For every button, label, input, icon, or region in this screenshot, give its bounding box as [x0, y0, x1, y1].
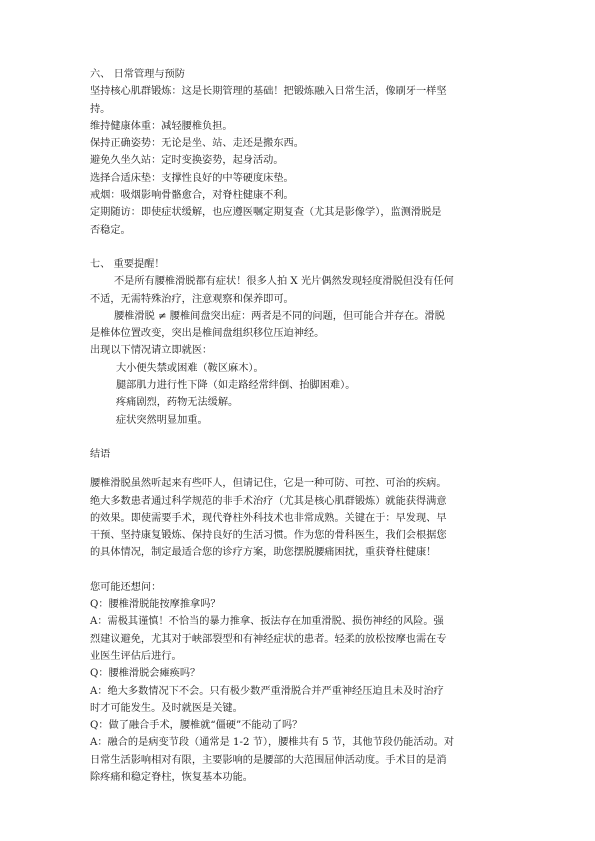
section-6-line: 戒烟：吸烟影响骨骼愈合，对脊柱健康不利。 [90, 190, 294, 202]
section-6-line: 维持健康体重：减轻腰椎负担。 [90, 120, 233, 132]
faq-line: A：融合的是病变节段（通常是 1-2 节），腰椎共有 5 节，其他节段仍能活动。对 [90, 737, 455, 749]
conclusion-line: 的具体情况，制定最适合您的诊疗方案，助您摆脱腰痛困扰，重获脊柱健康！ [90, 547, 437, 559]
visit-list-item: 腿部肌力进行性下降（如走路经常绊倒、抬脚困难）。 [116, 380, 356, 392]
reminder-paragraph-line: 不是所有腰椎滑脱都有症状！很多人拍 X 光片偶然发现轻度滑脱但没有任何 [114, 276, 454, 288]
section-6-line: 避免久坐久站：定时变换姿势，起身活动。 [90, 155, 284, 167]
faq-line: 烈建议避免，尤其对于峡部裂型和有神经症状的患者。轻柔的放松按摩也需在专 [90, 633, 447, 645]
visit-list-item: 大小便失禁或困难（鞍区麻木）。 [116, 362, 264, 374]
faq-line: Q：做了融合手术，腰椎就“僵硬”不能动了吗？ [90, 720, 303, 732]
section-6-line: 选择合适床垫：支撑性良好的中等硬度床垫。 [90, 172, 294, 184]
faq-line: 除疼痛和稳定脊柱，恢复基本功能。 [90, 771, 253, 783]
faq-line: Q：腰椎滑脱能按摩推拿吗？ [90, 599, 221, 611]
faq-line: 日常生活影响相对有限，主要影响的是腰部的大范围屈伸活动度。手术目的是消 [90, 754, 447, 766]
section-6-line: 坚持核心肌群锻炼：这是长期管理的基础！把锻炼融入日常生活，像刷牙一样坚 [90, 86, 447, 98]
faq-line: 时才可能发生。及时就医是关键。 [90, 702, 243, 714]
conclusion-line: 腰椎滑脱虽然听起来有些吓人，但请记住，它是一种可防、可控、可治的疾病。 [90, 478, 447, 490]
reminder-paragraph-line: 是椎体位置改变，突出是椎间盘组织移位压迫神经。 [90, 328, 325, 340]
section-6-line: 否稳定。 [90, 224, 131, 236]
section-6-line: 持。 [90, 103, 111, 115]
faq-line: Q：腰椎滑脱会瘫痪吗？ [90, 668, 201, 680]
section-7-heading: 七、 重要提醒！ [90, 258, 165, 270]
reminder-paragraph-line: 不适，无需特殊治疗，注意观察和保养即可。 [90, 293, 294, 305]
faq-intro: 您可能还想问： [90, 581, 162, 593]
section-6-line: 定期随访：即使症状缓解，也应遵医嘱定期复查（尤其是影像学），监测滑脱是 [90, 207, 442, 219]
section-6-line: 保持正确姿势：无论是坐、站、走还是搬东西。 [90, 138, 304, 150]
reminder-paragraph-line: 腰椎滑脱 ≠ 腰椎间盘突出症：两者是不同的问题，但可能合并存在。滑脱 [114, 310, 445, 322]
faq-line: A：需极其谨慎！不恰当的暴力推拿、扳法存在加重滑脱、损伤神经的风险。强 [90, 616, 444, 628]
visit-list-item: 疼痛剧烈，药物无法缓解。 [116, 397, 239, 409]
conclusion-line: 绝大多数患者通过科学规范的非手术治疗（尤其是核心肌群锻炼）就能获得满意 [90, 495, 447, 507]
document-body [90, 66, 510, 786]
conclusion-line: 干预、坚持康复锻炼、保持良好的生活习惯。作为您的骨科医生，我们会根据您 [90, 530, 447, 542]
conclusion-line: 的效果。即使需要手术，现代脊柱外科技术也非常成熟。关键在于：早发现、早 [90, 512, 447, 524]
visit-intro: 出现以下情况请立即就医： [90, 345, 213, 357]
faq-line: 业医生评估后进行。 [90, 650, 182, 662]
visit-list-item: 症状突然明显加重。 [116, 414, 208, 426]
faq-line: A：绝大多数情况下不会。只有极少数严重滑脱合并严重神经压迫且未及时治疗 [90, 685, 444, 697]
section-6-heading: 六、 日常管理与预防 [90, 69, 185, 80]
conclusion-heading: 结语 [90, 448, 111, 460]
